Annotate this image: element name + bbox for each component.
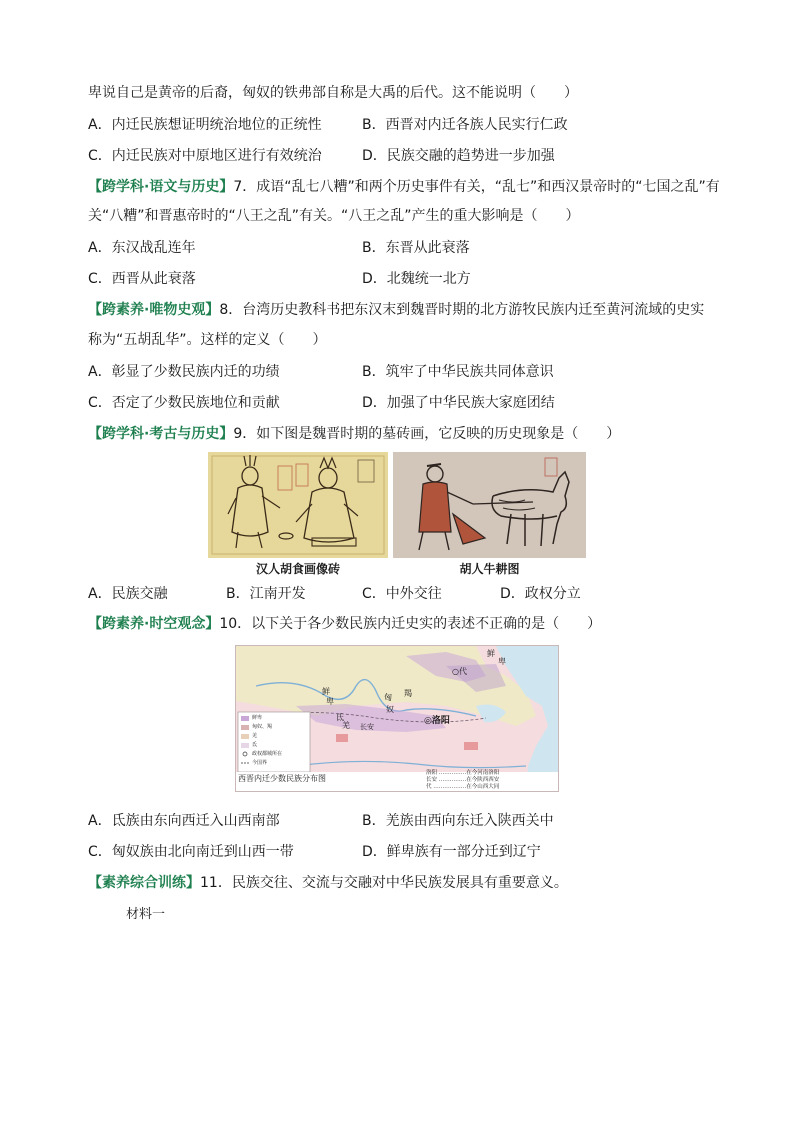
map-label-jie: 羯	[404, 689, 412, 698]
q7-tag: 【跨学科·语文与历史】	[88, 179, 234, 195]
han-hu-food-brick-painting	[208, 452, 388, 558]
map-label-xianbei-top-2: 卑	[498, 657, 506, 666]
q11-tag: 【素养综合训练】	[88, 875, 200, 891]
map-label-changan: 长安	[360, 723, 374, 731]
map-label-nu: 奴	[386, 705, 394, 714]
map-note: 长安 ……………在今陕西西安	[426, 777, 500, 783]
legend-item: 今国界	[252, 760, 268, 766]
map-label-xianbei-mid-2: 卑	[326, 697, 334, 706]
q10-option-c: C．匈奴族由北向南迁到山西一带	[88, 844, 294, 860]
map-notes	[426, 770, 499, 791]
legend-item: 政权都城所在	[252, 751, 283, 757]
q6-option-c: C．内迁民族对中原地区进行有效统治	[88, 148, 322, 164]
q8-stem-line1	[88, 300, 704, 320]
q8-option-a: A．彰显了少数民族内迁的功绩	[88, 364, 280, 380]
q6-option-a: A．内迁民族想证明统治地位的正统性	[88, 117, 322, 133]
q11-stem	[88, 873, 568, 893]
q7-option-a: A．东汉战乱连年	[88, 240, 196, 256]
brick-painting-figures	[208, 452, 388, 558]
q9-option-b: B．江南开发	[226, 586, 306, 602]
q6-option-d: D．民族交融的趋势进一步加强	[362, 148, 555, 164]
q7-stem-line2: 关“八糟”和晋惠帝时的“八王之乱”有关。“八王之乱”产生的重大影响是（ ）	[88, 208, 580, 224]
legend-item: 鲜卑	[252, 715, 263, 721]
q6-option-b: B．西晋对内迁各族人民实行仁政	[362, 117, 568, 133]
map-label-luoyang: ◎洛阳	[424, 716, 450, 726]
q9-option-c: C．中外交往	[362, 586, 442, 602]
q10-text: 10．以下关于各少数民族内迁史实的表述不正确的是（ ）	[219, 616, 602, 632]
q7-option-d: D．北魏统一北方	[362, 271, 471, 287]
q8-stem-line2: 称为“五胡乱华”。这样的定义（ ）	[88, 332, 327, 348]
map-label-dai: ○代	[452, 667, 467, 676]
q7-option-b: B．东晋从此衰落	[362, 240, 470, 256]
q7-stem-line1	[88, 177, 720, 197]
map-title: 西晋内迁少数民族分布图	[238, 774, 326, 783]
continuation-line: 卑说自己是黄帝的后裔，匈奴的铁弗部自称是大禹的后代。这不能说明（ ）	[88, 85, 578, 101]
legend-item: 羌	[252, 733, 258, 739]
q8-tag: 【跨素养·唯物史观】	[88, 302, 220, 318]
q8-text-1: 8．台湾历史教科书把东汉末到魏晋时期的北方游牧民族内迁至黄河流域的史实	[219, 302, 705, 318]
caption-hu-ox-plowing: 胡人牛耕图	[459, 562, 520, 576]
western-jin-migration-map	[235, 645, 559, 792]
map-label-di: 氐	[336, 713, 344, 722]
q10-option-a: A．氐族由东向西迁入山西南部	[88, 813, 280, 829]
legend-item: 匈奴、羯	[252, 724, 273, 730]
map-note: 代 ………………在今山西大同	[426, 784, 500, 790]
q11-text: 11．民族交往、交流与交融对中华民族发展具有重要意义。	[200, 875, 568, 891]
q8-option-b: B．筑牢了中华民族共同体意识	[362, 364, 554, 380]
q10-option-d: D．鲜卑族有一部分迁到辽宁	[362, 844, 541, 860]
q8-option-d: D．加强了中华民族大家庭团结	[362, 395, 555, 411]
q7-option-c: C．西晋从此衰落	[88, 271, 196, 287]
q9-option-a: A．民族交融	[88, 586, 168, 602]
q9-text: 9．如下图是魏晋时期的墓砖画，它反映的历史现象是（ ）	[233, 426, 621, 442]
q9-option-d: D．政权分立	[500, 586, 581, 602]
map-graphic	[236, 646, 558, 791]
q10-tag: 【跨素养·时空观念】	[88, 616, 220, 632]
q9-tag: 【跨学科·考古与历史】	[88, 426, 234, 442]
ox-plowing-figures	[393, 452, 586, 558]
caption-han-hu-food: 汉人胡食画像砖	[255, 562, 340, 576]
map-label-xianbei-mid: 鲜	[322, 687, 330, 696]
q8-option-c: C．否定了少数民族地位和贡献	[88, 395, 280, 411]
q7-text-1: 7．成语“乱七八糟”和两个历史事件有关，“乱七”和西汉景帝时的“七国之乱”有	[233, 179, 720, 195]
q10-option-b: B．羌族由西向东迁入陕西关中	[362, 813, 554, 829]
material-one-label: 材料一	[126, 907, 166, 922]
map-label-xianbei-top: 鲜	[487, 649, 495, 658]
q9-stem	[88, 424, 620, 444]
map-label-xiong: 匈	[384, 693, 392, 702]
map-note: 洛阳 ……………在今河南洛阳	[426, 770, 500, 776]
q10-stem	[88, 614, 601, 634]
hu-ox-plowing-painting	[393, 452, 586, 558]
map-label-qiang: 羌	[342, 721, 350, 730]
legend-item: 氐	[252, 742, 258, 748]
map-legend	[252, 714, 282, 768]
